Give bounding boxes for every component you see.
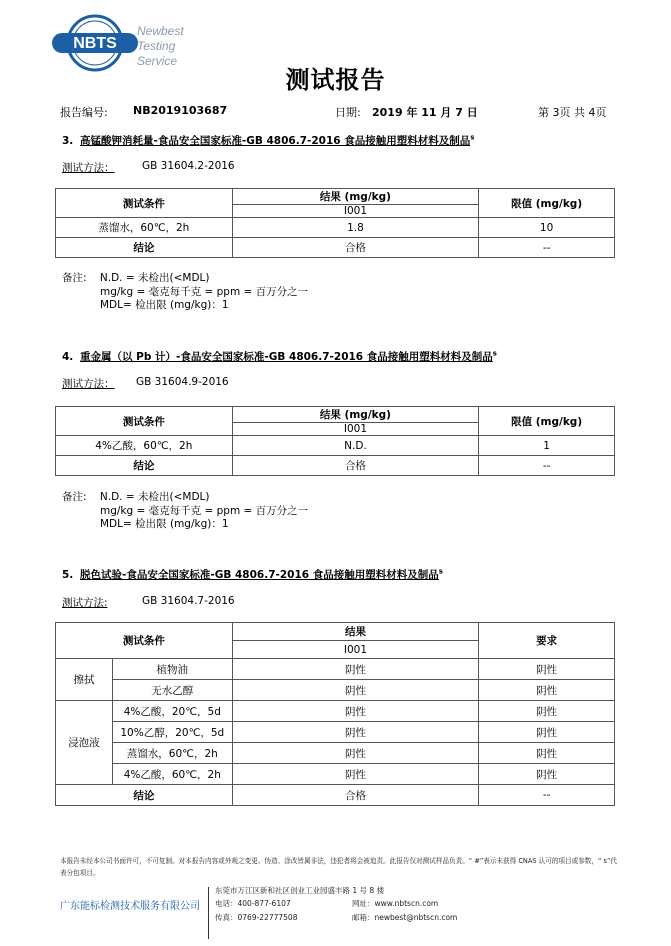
section-4-method-value: GB 31604.9-2016 [136, 376, 229, 388]
condition-cell: 植物油 [112, 659, 232, 680]
page-indicator: 第 3页 共 4页 [538, 106, 607, 119]
result-cell: 阴性 [232, 722, 479, 743]
conclusion-row [56, 238, 615, 258]
col-condition-header: 测试条件 [56, 407, 233, 436]
logo-text-line-3: Service [137, 54, 178, 68]
result-cell: 阴性 [232, 659, 479, 680]
requirement-cell: 阴性 [479, 701, 615, 722]
table-row [56, 436, 615, 456]
section-3-method-value: GB 31604.2-2016 [142, 160, 235, 172]
table-row [56, 680, 615, 701]
section-4-title: 重金属（以 Pb 计）-食品安全国家标准-GB 4806.7-2016 食品接触用塑料材料及制品 [80, 351, 493, 363]
table-row [56, 701, 615, 722]
section-3-sup: s [470, 133, 475, 142]
group-label: 擦拭 [56, 659, 113, 701]
conclusion-row [56, 456, 615, 476]
limit-cell: 1 [479, 436, 615, 456]
table-row [56, 218, 615, 238]
section-5-heading [62, 567, 443, 582]
result-cell: N.D. [232, 436, 479, 456]
conclusion-label: 结论 [56, 456, 233, 476]
notes-label: 备注: [62, 272, 87, 284]
logo-text-line-2: Testing [137, 39, 176, 53]
section-3-title: 高锰酸钾消耗量-食品安全国家标准-GB 4806.7-2016 食品接触用塑料材料及制品 [80, 135, 471, 147]
condition-cell: 无水乙醇 [112, 680, 232, 701]
section-5-method-label: 测试方法: [62, 597, 108, 609]
requirement-cell: 阴性 [479, 680, 615, 701]
note-line: mg/kg = 毫克每千克 = ppm = 百万分之一 [100, 285, 309, 298]
footer-email: 邮箱：newbest@nbtscn.com [352, 913, 458, 922]
condition-cell: 4%乙酸，60℃，2h [112, 764, 232, 785]
col-condition-header: 测试条件 [56, 623, 233, 659]
table-row [56, 659, 615, 680]
conclusion-limit: -- [479, 456, 615, 476]
sample-id: I001 [232, 641, 479, 659]
section-4-number: 4. [62, 351, 74, 363]
conclusion-label: 结论 [56, 785, 233, 806]
requirement-cell: 阴性 [479, 743, 615, 764]
section-5-number: 5. [62, 569, 74, 581]
note-line: MDL= 检出限 (mg/kg)：1 [100, 518, 229, 530]
section-5-method [62, 595, 235, 610]
condition-cell: 蒸馏水，60℃，2h [56, 218, 233, 238]
group-label: 浸泡液 [56, 701, 113, 785]
footer-fax: 传真：0769-22777508 [215, 913, 298, 922]
conclusion-limit: -- [479, 238, 615, 258]
footer-divider [208, 887, 209, 939]
col-result-header: 结果 [232, 623, 479, 641]
section-4-method-label: 测试方法： [62, 378, 115, 390]
section-5-method-value: GB 31604.7-2016 [142, 595, 235, 607]
section-4-method [62, 376, 229, 391]
section-3-method [62, 160, 235, 175]
report-title: 测试报告 [285, 66, 386, 94]
note-line: mg/kg = 毫克每千克 = ppm = 百万分之一 [100, 504, 309, 517]
section-4-heading [62, 349, 497, 364]
col-limit-header: 限值 (mg/kg) [479, 189, 615, 218]
section-3-heading [62, 133, 474, 148]
result-cell: 阴性 [232, 764, 479, 785]
section-3-table [55, 188, 615, 258]
logo-badge-text: NBTS [73, 35, 117, 52]
section-4-notes [62, 491, 308, 532]
note-line: N.D. = 未检出(<MDL) [99, 491, 210, 503]
result-cell: 阴性 [232, 680, 479, 701]
disclaimer-text: 本报告未经本公司书面许可，不可复制。对本报告内容或外观之变更、伪造、涂改皆属非法，违犯者将会被追责。此报告仅对测试样品负责。“ #”表示未获得 CNAS 认可的项目或参数，“ s”代表分包项目。 [60, 857, 617, 877]
requirement-cell: 阴性 [479, 659, 615, 680]
section-5-sup: s [438, 567, 443, 576]
result-cell: 阴性 [232, 743, 479, 764]
table-row [56, 722, 615, 743]
footer-web: 网址：www.nbtscn.com [352, 899, 439, 908]
requirement-cell: 阴性 [479, 722, 615, 743]
condition-cell: 4%乙酸，60℃，2h [56, 436, 233, 456]
table-row [56, 764, 615, 785]
conclusion-value: 合格 [232, 456, 479, 476]
section-5-table [55, 622, 615, 806]
footer-tel: 电话：400-877-6107 [215, 899, 291, 908]
section-3-number: 3. [62, 135, 74, 147]
section-3-notes [62, 272, 308, 313]
result-cell: 阴性 [232, 701, 479, 722]
note-line: N.D. = 未检出(<MDL) [99, 272, 210, 284]
conclusion-value: 合格 [232, 238, 479, 258]
conclusion-row [56, 785, 615, 806]
limit-cell: 10 [479, 218, 615, 238]
section-4-sup: s [492, 349, 497, 358]
result-cell: 1.8 [232, 218, 479, 238]
col-limit-header: 限值 (mg/kg) [479, 407, 615, 436]
col-result-header: 结果 (mg/kg) [232, 407, 479, 423]
footer-address: 东莞市万江区新和社区创业工业园盛丰路 1 号 8 楼 [215, 886, 385, 895]
section-4-table [55, 406, 615, 476]
report-number: NB2019103687 [133, 104, 228, 117]
conclusion-limit: -- [479, 785, 615, 806]
section-3-method-label: 测试方法： [62, 162, 115, 174]
logo-text-line-1: Newbest [137, 24, 184, 38]
date-label: 日期: [335, 106, 361, 119]
conclusion-label: 结论 [56, 238, 233, 258]
condition-cell: 4%乙酸，20℃，5d [112, 701, 232, 722]
sample-id: I001 [232, 205, 479, 218]
col-condition-header: 测试条件 [56, 189, 233, 218]
note-line: MDL= 检出限 (mg/kg)：1 [100, 299, 229, 311]
table-row [56, 743, 615, 764]
section-5-title: 脱色试验-食品安全国家标准-GB 4806.7-2016 食品接触用塑料材料及制品 [80, 569, 439, 581]
condition-cell: 10%乙醇，20℃，5d [112, 722, 232, 743]
company-name: 广东能标检测技术服务有限公司 [60, 901, 200, 912]
report-number-label: 报告编号: [60, 106, 108, 119]
conclusion-value: 合格 [232, 785, 479, 806]
col-result-header: 结果 (mg/kg) [232, 189, 479, 205]
col-requirement-header: 要求 [479, 623, 615, 659]
report-date: 2019 年 11 月 7 日 [372, 106, 478, 119]
condition-cell: 蒸馏水，60℃，2h [112, 743, 232, 764]
requirement-cell: 阴性 [479, 764, 615, 785]
sample-id: I001 [232, 423, 479, 436]
notes-label: 备注: [62, 491, 87, 503]
